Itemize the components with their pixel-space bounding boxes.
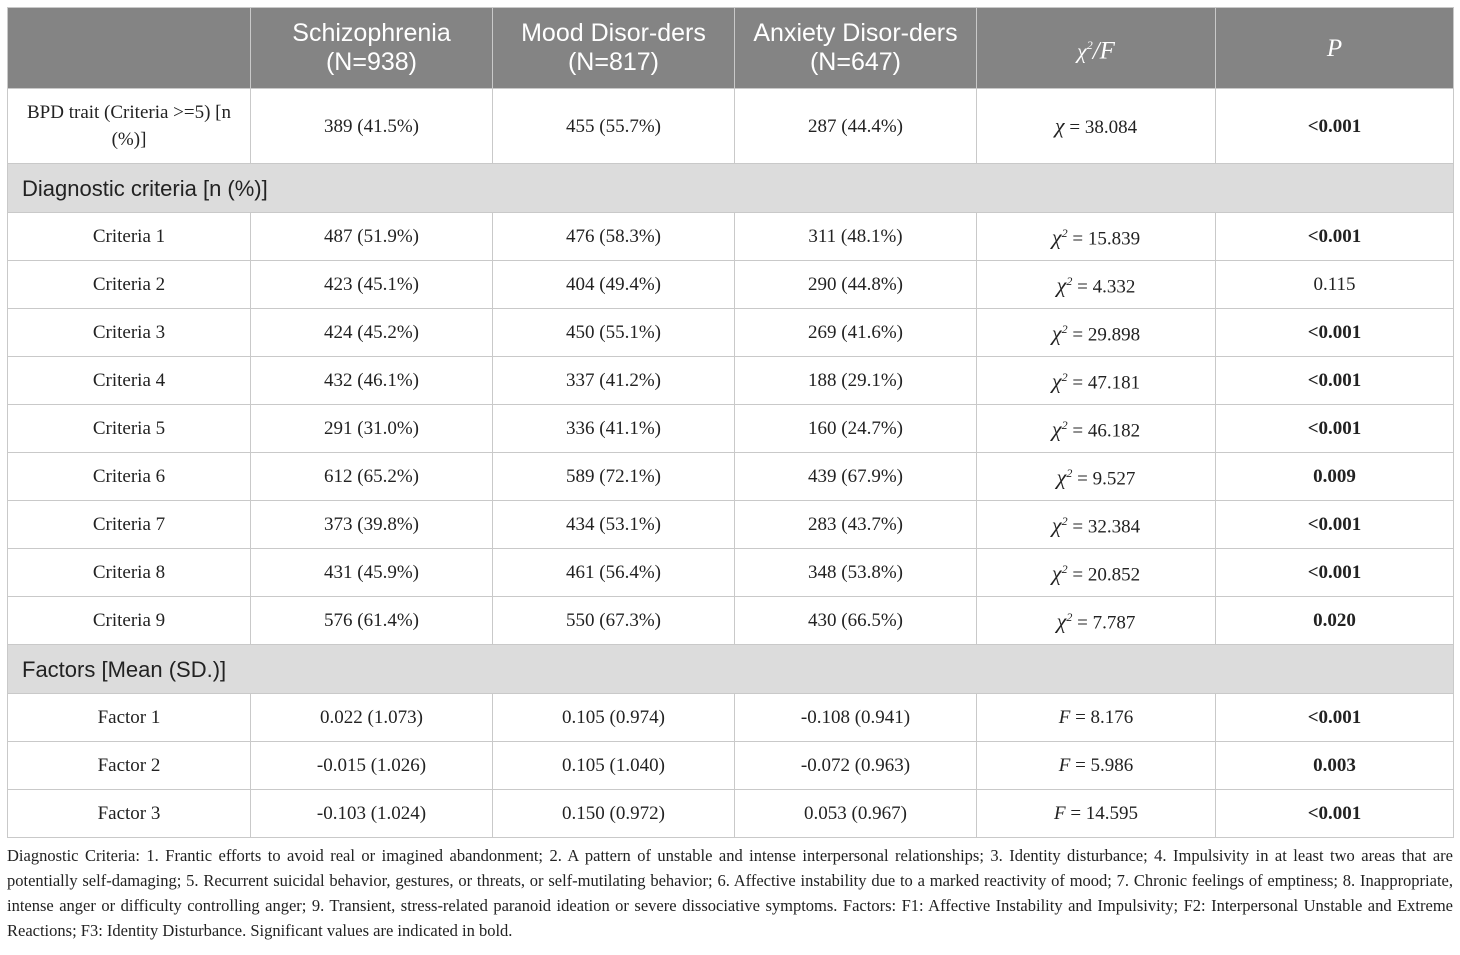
cell-p-value: <0.001 — [1216, 549, 1454, 597]
cell-anxiety: 311 (48.1%) — [735, 213, 977, 261]
row-label: Factor 3 — [8, 790, 251, 838]
header-statistic: $\chi^2/F$ — [977, 8, 1216, 89]
row-label: Criteria 7 — [8, 501, 251, 549]
cell-p-value: <0.001 — [1216, 790, 1454, 838]
cell-anxiety: 430 (66.5%) — [735, 597, 977, 645]
row-label: Factor 1 — [8, 694, 251, 742]
cell-mood: 0.105 (1.040) — [493, 742, 735, 790]
cell-mood: 336 (41.1%) — [493, 405, 735, 453]
table-row — [8, 261, 1454, 309]
cell-mood: 404 (49.4%) — [493, 261, 735, 309]
cell-schizophrenia: 373 (39.8%) — [251, 501, 493, 549]
cell-statistic: $\chi^2 = 15.839$ — [977, 213, 1216, 261]
header-mood-disorders: Mood Disor-ders (N=817) — [493, 8, 735, 89]
cell-statistic: $\chi^2 = 4.332$ — [977, 261, 1216, 309]
cell-statistic: F = 8.176 — [977, 694, 1216, 742]
cell-anxiety: 348 (53.8%) — [735, 549, 977, 597]
cell-schizophrenia: 487 (51.9%) — [251, 213, 493, 261]
cell-anxiety: 0.053 (0.967) — [735, 790, 977, 838]
row-label: Criteria 5 — [8, 405, 251, 453]
row-label: Criteria 9 — [8, 597, 251, 645]
row-label: Criteria 3 — [8, 309, 251, 357]
cell-statistic: $\chi^2 = 9.527$ — [977, 453, 1216, 501]
table-container — [7, 7, 1453, 943]
cell-statistic: $\chi^2 = 32.384$ — [977, 501, 1216, 549]
cell-mood: 0.105 (0.974) — [493, 694, 735, 742]
cell-schizophrenia: -0.103 (1.024) — [251, 790, 493, 838]
cell-mood: 461 (56.4%) — [493, 549, 735, 597]
header-schizophrenia: Schizophrenia (N=938) — [251, 8, 493, 89]
cell-mood: 450 (55.1%) — [493, 309, 735, 357]
cell-schizophrenia: 576 (61.4%) — [251, 597, 493, 645]
cell-anxiety: 283 (43.7%) — [735, 501, 977, 549]
cell-anxiety: 287 (44.4%) — [735, 89, 977, 164]
table-row — [8, 694, 1454, 742]
row-label: Criteria 2 — [8, 261, 251, 309]
cell-anxiety: 290 (44.8%) — [735, 261, 977, 309]
section-row-factors — [8, 645, 1454, 694]
results-table — [7, 7, 1454, 838]
cell-mood: 337 (41.2%) — [493, 357, 735, 405]
cell-statistic: $\chi^2 = 47.181$ — [977, 357, 1216, 405]
table-row — [8, 549, 1454, 597]
header-empty — [8, 8, 251, 89]
table-row — [8, 597, 1454, 645]
header-p-value: P — [1216, 8, 1454, 89]
table-footnote: Diagnostic Criteria: 1. Frantic efforts to avoid real or imagined abandonment; 2. A pattern of unstable and intense interpersonal relationships; 3. Identity disturbance; 4. Impulsivity in at least two areas that are potentially self-damaging; 5. Recurrent suicidal behavior, gestures, or threats, or self-mutilating behavior; 6. Affective instability due to a marked reactivity of mood; 7. Chronic feelings of emptiness; 8. Inappropriate, intense anger or difficulty controlling anger; 9. Transient, stress-related paranoid ideation or severe dissociative symptoms. Factors: F1: Affective Instability and Impulsivity; F2: Interpersonal Unstable and Extreme Reactions; F3: Identity Disturbance. Significant values are indicated in bold. — [7, 846, 1453, 940]
cell-p-value: 0.009 — [1216, 453, 1454, 501]
cell-p-value: <0.001 — [1216, 405, 1454, 453]
cell-statistic: χ = 38.084 — [977, 89, 1216, 164]
row-label: Criteria 1 — [8, 213, 251, 261]
cell-schizophrenia: 432 (46.1%) — [251, 357, 493, 405]
table-row — [8, 742, 1454, 790]
row-label: Criteria 4 — [8, 357, 251, 405]
cell-statistic: $\chi^2 = 29.898$ — [977, 309, 1216, 357]
bpd-trait-row — [8, 89, 1454, 164]
header-anxiety-disorders: Anxiety Disor-ders (N=647) — [735, 8, 977, 89]
cell-mood: 434 (53.1%) — [493, 501, 735, 549]
table-row — [8, 405, 1454, 453]
table-row — [8, 309, 1454, 357]
cell-anxiety: 160 (24.7%) — [735, 405, 977, 453]
cell-anxiety: 439 (67.9%) — [735, 453, 977, 501]
cell-schizophrenia: -0.015 (1.026) — [251, 742, 493, 790]
row-label: BPD trait (Criteria >=5) [n (%)] — [8, 89, 251, 164]
cell-schizophrenia: 424 (45.2%) — [251, 309, 493, 357]
cell-schizophrenia: 423 (45.1%) — [251, 261, 493, 309]
cell-mood: 589 (72.1%) — [493, 453, 735, 501]
cell-schizophrenia: 389 (41.5%) — [251, 89, 493, 164]
cell-schizophrenia: 0.022 (1.073) — [251, 694, 493, 742]
cell-p-value: <0.001 — [1216, 89, 1454, 164]
cell-statistic: $\chi^2 = 7.787$ — [977, 597, 1216, 645]
cell-p-value: 0.115 — [1216, 261, 1454, 309]
cell-p-value: <0.001 — [1216, 357, 1454, 405]
row-label: Criteria 6 — [8, 453, 251, 501]
table-row — [8, 790, 1454, 838]
cell-anxiety: -0.108 (0.941) — [735, 694, 977, 742]
cell-p-value: 0.020 — [1216, 597, 1454, 645]
header-row — [8, 8, 1454, 89]
cell-mood: 0.150 (0.972) — [493, 790, 735, 838]
row-label: Criteria 8 — [8, 549, 251, 597]
section-row-criteria — [8, 164, 1454, 213]
cell-anxiety: 269 (41.6%) — [735, 309, 977, 357]
table-row — [8, 501, 1454, 549]
row-label: Factor 2 — [8, 742, 251, 790]
cell-anxiety: 188 (29.1%) — [735, 357, 977, 405]
cell-statistic: $\chi^2 = 46.182$ — [977, 405, 1216, 453]
table-row — [8, 357, 1454, 405]
cell-mood: 455 (55.7%) — [493, 89, 735, 164]
cell-p-value: <0.001 — [1216, 501, 1454, 549]
cell-statistic: F = 14.595 — [977, 790, 1216, 838]
cell-mood: 550 (67.3%) — [493, 597, 735, 645]
cell-p-value: 0.003 — [1216, 742, 1454, 790]
cell-anxiety: -0.072 (0.963) — [735, 742, 977, 790]
cell-schizophrenia: 431 (45.9%) — [251, 549, 493, 597]
section-title-criteria: Diagnostic criteria [n (%)] — [8, 164, 1454, 213]
table-row — [8, 213, 1454, 261]
cell-p-value: <0.001 — [1216, 309, 1454, 357]
section-title-factors: Factors [Mean (SD.)] — [8, 645, 1454, 694]
cell-statistic: F = 5.986 — [977, 742, 1216, 790]
cell-schizophrenia: 291 (31.0%) — [251, 405, 493, 453]
cell-statistic: $\chi^2 = 20.852$ — [977, 549, 1216, 597]
cell-mood: 476 (58.3%) — [493, 213, 735, 261]
table-row — [8, 453, 1454, 501]
cell-schizophrenia: 612 (65.2%) — [251, 453, 493, 501]
cell-p-value: <0.001 — [1216, 213, 1454, 261]
cell-p-value: <0.001 — [1216, 694, 1454, 742]
